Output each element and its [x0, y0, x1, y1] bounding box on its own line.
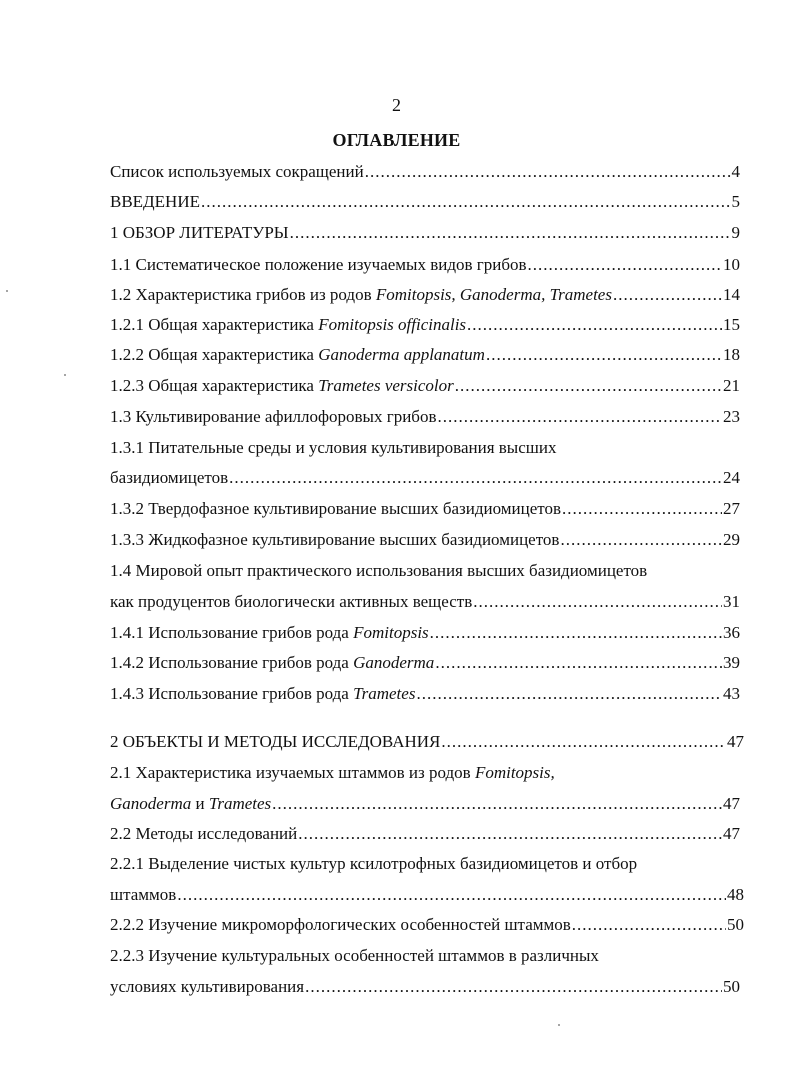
toc-entry-title [110, 467, 228, 489]
toc-entry[interactable] [110, 529, 740, 551]
toc-page-number: 50 [727, 915, 744, 934]
toc-entry-title [110, 375, 454, 397]
toc-entry-title-text: базидиомицетов [110, 468, 229, 487]
toc-entry[interactable] [110, 731, 744, 753]
toc-entry-title-italic: Fomitopsis [353, 623, 429, 642]
toc-leader-dots [430, 622, 722, 644]
toc-entry-title-text: 1.3 Культивирование афиллофоровых грибов [110, 407, 437, 426]
toc-entry-title [110, 652, 434, 674]
toc-page-number: 29 [723, 530, 740, 549]
toc-entry-title [110, 438, 556, 457]
toc-entry[interactable] [110, 976, 740, 998]
toc-entry-title-italic: Trametes [208, 794, 272, 813]
toc-leader-dots [229, 467, 722, 489]
toc-entry-title-text: 1.3.1 Питательные среды и условия культивирования высших [110, 438, 557, 457]
toc-entry-title [110, 884, 176, 906]
toc-entry[interactable] [110, 683, 740, 705]
toc-leader-dots [365, 161, 731, 183]
toc-entry[interactable] [110, 375, 740, 397]
toc-entry-title [110, 284, 612, 306]
toc-entry-title [110, 976, 304, 998]
toc-page-number: 15 [723, 315, 740, 334]
toc-leader-dots [473, 591, 722, 613]
toc-entry-title-italic: Fomitopsis officinalis [318, 315, 467, 334]
toc-entry-title-text: 1.4.2 Использование грибов рода [110, 653, 354, 672]
toc-entry-title-text: 2.2.1 Выделение чистых культур ксилотрофных базидиомицетов и отбор [110, 854, 638, 873]
toc-entry[interactable] [110, 284, 740, 306]
toc-entry-title-italic: Fomitopsis, [474, 763, 555, 782]
toc-entry-title-text: 1.1 Систематическое положение изучаемых видов грибов [110, 255, 527, 274]
toc-leader-dots [572, 914, 726, 936]
toc-entry-title-text: 1.2.2 Общая характеристика [110, 345, 319, 364]
toc-entry-title-text: 2 ОБЪЕКТЫ И МЕТОДЫ ИССЛЕДОВАНИЯ [110, 732, 441, 751]
toc-page-number: 21 [723, 376, 740, 395]
toc-entry-title-italic: Trametes versicolor [318, 376, 454, 395]
toc-leader-dots [467, 314, 722, 336]
toc-entry[interactable] [110, 793, 740, 815]
toc-leader-dots [455, 375, 722, 397]
toc-page-number: 50 [723, 977, 740, 996]
toc-entry[interactable] [110, 884, 744, 906]
toc-page-number: 47 [723, 794, 740, 813]
toc-title: ОГЛАВЛЕНИЕ [332, 130, 461, 150]
toc-entry-title [110, 622, 429, 644]
toc-entry-title-text: ВВЕДЕНИЕ [110, 192, 200, 211]
toc-entry[interactable] [110, 254, 740, 276]
toc-page-number: 48 [727, 885, 744, 904]
toc-entry-title [110, 731, 440, 753]
toc-entry-title-italic: Trametes [353, 684, 416, 703]
toc-page-number: 36 [723, 623, 740, 642]
toc-page-number: 47 [727, 732, 744, 751]
scan-speck [64, 374, 66, 376]
toc-entry-title-text: 1.3.2 Твердофазное культивирование высших базидиомицетов [110, 499, 562, 518]
toc-leader-dots [305, 976, 722, 998]
toc-entry-title-text: 1.2 Характеристика грибов из родов [110, 285, 376, 304]
toc-leader-dots [272, 793, 722, 815]
toc-leader-dots [441, 731, 726, 753]
toc-entry[interactable] [110, 406, 740, 428]
toc-leader-dots [416, 683, 722, 705]
toc-entry-title [110, 161, 364, 183]
toc-leader-dots [528, 254, 722, 276]
toc-entry-title-text: 1.2.3 Общая характеристика [110, 376, 319, 395]
toc-entry-title-italic: Ganoderma applanatum [318, 345, 485, 364]
toc-entry[interactable] [110, 945, 740, 967]
toc-entry-title-italic: Fomitopsis, Ganoderma, Trametes [375, 285, 612, 304]
toc-entry-title-text: 2.2.3 Изучение культуральных особенностей штаммов в различных [110, 946, 599, 965]
toc-entry-title-italic: Ganoderma [353, 653, 435, 672]
toc-page-number: 27 [723, 499, 740, 518]
toc-entry-title [110, 561, 647, 580]
toc-leader-dots [435, 652, 722, 674]
toc-entry[interactable] [110, 823, 740, 845]
toc-entry-title [110, 914, 571, 936]
toc-leader-dots [201, 191, 731, 213]
toc-entry[interactable] [110, 314, 740, 336]
toc-page-number: 47 [723, 824, 740, 843]
toc-entry-title [110, 946, 599, 965]
toc-entry[interactable] [110, 437, 740, 459]
toc-page-number: 24 [723, 468, 740, 487]
toc-entry[interactable] [110, 762, 740, 784]
toc-entry-title [110, 683, 415, 705]
toc-entry-title-text: 2.1 Характеристика изучаемых штаммов из родов [110, 763, 475, 782]
toc-entry-title-text: 1.3.3 Жидкофазное культивирование высших базидиомицетов [110, 530, 560, 549]
toc-entry-title [110, 793, 271, 815]
toc-leader-dots [486, 344, 722, 366]
toc-entry-title-text: 1.2.1 Общая характеристика [110, 315, 319, 334]
toc-entry[interactable] [110, 161, 740, 183]
toc-entry-title-text: штаммов [110, 885, 177, 904]
toc-entry[interactable] [110, 191, 740, 213]
toc-leader-dots [562, 498, 722, 520]
toc-entry-title [110, 254, 527, 276]
toc-entry-title-text: 1.4.1 Использование грибов рода [110, 623, 354, 642]
toc-page-number: 43 [723, 684, 740, 703]
toc-entry-title [110, 344, 485, 366]
toc-page-number: 39 [723, 653, 740, 672]
toc-entry-title [110, 498, 561, 520]
toc-leader-dots [613, 284, 722, 306]
toc-leader-dots [298, 823, 722, 845]
toc-entry[interactable] [110, 498, 740, 520]
scan-speck [558, 1024, 560, 1026]
toc-entry-title-text: 2.2.2 Изучение микроморфологических особенностей штаммов [110, 915, 571, 934]
toc-entry-title [110, 314, 466, 336]
toc-page-number: 5 [731, 192, 740, 211]
toc-leader-dots [177, 884, 726, 906]
toc-entry[interactable] [110, 222, 740, 244]
scan-speck [6, 290, 8, 292]
toc-page-number: 10 [723, 255, 740, 274]
toc-entry-title [110, 823, 297, 845]
toc-entry-title [110, 591, 472, 613]
toc-page-number: 14 [723, 285, 740, 304]
toc-entry[interactable] [110, 914, 744, 936]
page-number: 2 [392, 95, 401, 115]
toc-entry-title-text: и [191, 794, 209, 813]
toc-entry-title [110, 222, 289, 244]
toc-entry-title [110, 529, 559, 551]
toc-page-number: 4 [731, 162, 740, 181]
toc-page-number: 9 [731, 223, 740, 242]
toc-page-number: 23 [723, 407, 740, 426]
toc-entry[interactable] [110, 622, 740, 644]
toc-leader-dots [290, 222, 731, 244]
toc-leader-dots [560, 529, 722, 551]
toc-entry-title-text: как продуцентов биологически активных веществ [110, 592, 473, 611]
toc-page-number: 18 [723, 345, 740, 364]
toc-entry-title-text: Список используемых сокращений [110, 162, 364, 181]
toc-entry-title-text: 1 ОБЗОР ЛИТЕРАТУРЫ [110, 223, 289, 242]
toc-entry[interactable] [110, 652, 740, 674]
toc-entry[interactable] [110, 467, 740, 489]
toc-entry-title-italic: Ganoderma [110, 794, 192, 813]
toc-page-number: 31 [723, 592, 740, 611]
toc-entry-title [110, 191, 200, 213]
toc-leader-dots [437, 406, 722, 428]
toc-entry-title [110, 854, 637, 873]
toc-entry[interactable] [110, 560, 740, 582]
toc-entry[interactable] [110, 853, 740, 875]
toc-entry[interactable] [110, 344, 740, 366]
toc-entry-title-text: 1.4 Мировой опыт практического использования высших базидиомицетов [110, 561, 648, 580]
toc-entry-title-text: условиях культивирования [110, 977, 305, 996]
toc-entry-title [110, 763, 555, 782]
toc-entry[interactable] [110, 591, 740, 613]
toc-entry-title-text: 2.2 Методы исследований [110, 824, 298, 843]
toc-entry-title [110, 406, 436, 428]
toc-entry-title-text: 1.4.3 Использование грибов рода [110, 684, 354, 703]
